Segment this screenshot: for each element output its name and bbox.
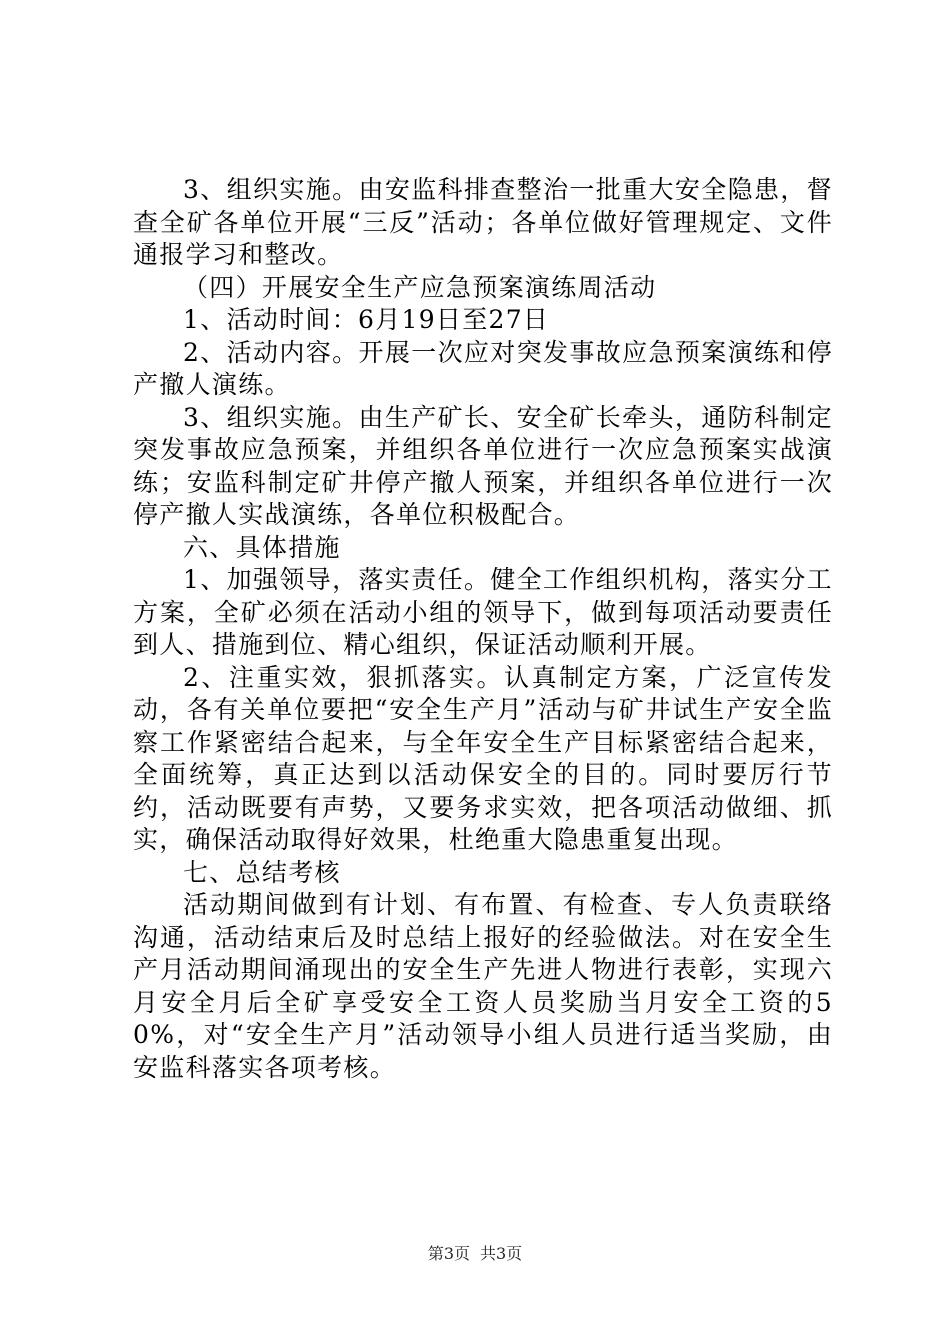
paragraph-org-implementation-3: 3、组织实施。由安监科排查整治一批重大安全隐患，督查全矿各单位开展“三反”活动；各单位做好管理规定、文件通报学习和整改。 xyxy=(133,175,833,269)
section-heading-measures: 六、具体措施 xyxy=(183,532,341,562)
paragraph-org-implementation-drill: 3、组织实施。由生产矿长、安全矿长牵头，通防科制定突发事故应急预案，并组织各单位进行一次应急预案实战演练；安监科制定矿井停产撤人预案，并组织各单位进行一次停产撤人实战演练，各单位积极配合。 xyxy=(133,402,833,529)
page-total: 共3页 xyxy=(480,1244,523,1263)
paragraph-measure-leadership: 1、加强领导，落实责任。健全工作组织机构，落实分工方案，全矿必须在活动小组的领导下，做到每项活动要责任到人、措施到位、精心组织，保证活动顺利开展。 xyxy=(133,565,833,659)
document-body xyxy=(133,174,833,1084)
paragraph-activity-content: 2、活动内容。开展一次应对突发事故应急预案演练和停产撤人演练。 xyxy=(133,337,833,399)
paragraph-summary-assessment: 活动期间做到有计划、有布置、有检查、专人负责联络沟通，活动结束后及时总结上报好的经验做法。对在安全生产月活动期间涌现出的安全生产先进人物进行表彰，实现六月安全月后全矿享受安全工资人员奖励当月安全工资的50%，对“安全生产月”活动领导小组人员进行适当奖励，由安监科落实各项考核。 xyxy=(133,890,833,1082)
paragraph-measure-effectiveness: 2、注重实效，狠抓落实。认真制定方案，广泛宣传发动，各有关单位要把“安全生产月”活动与矿井试生产安全监察工作紧密结合起来，与全年安全生产目标紧密结合起来，全面统筹，真正达到以活动保安全的目的。同时要厉行节约，活动既要有声势，又要务求实效，把各项活动做细、抓实，确保活动取得好效果，杜绝重大隐患重复出现。 xyxy=(133,662,833,854)
section-heading-summary: 七、总结考核 xyxy=(183,857,341,887)
paragraph-activity-time: 1、活动时间：6月19日至27日 xyxy=(183,305,550,334)
section-heading-drill-week: （四）开展安全生产应急预案演练周活动 xyxy=(183,272,657,302)
page-footer xyxy=(0,1244,950,1264)
page-number: 第3页 xyxy=(427,1244,470,1263)
